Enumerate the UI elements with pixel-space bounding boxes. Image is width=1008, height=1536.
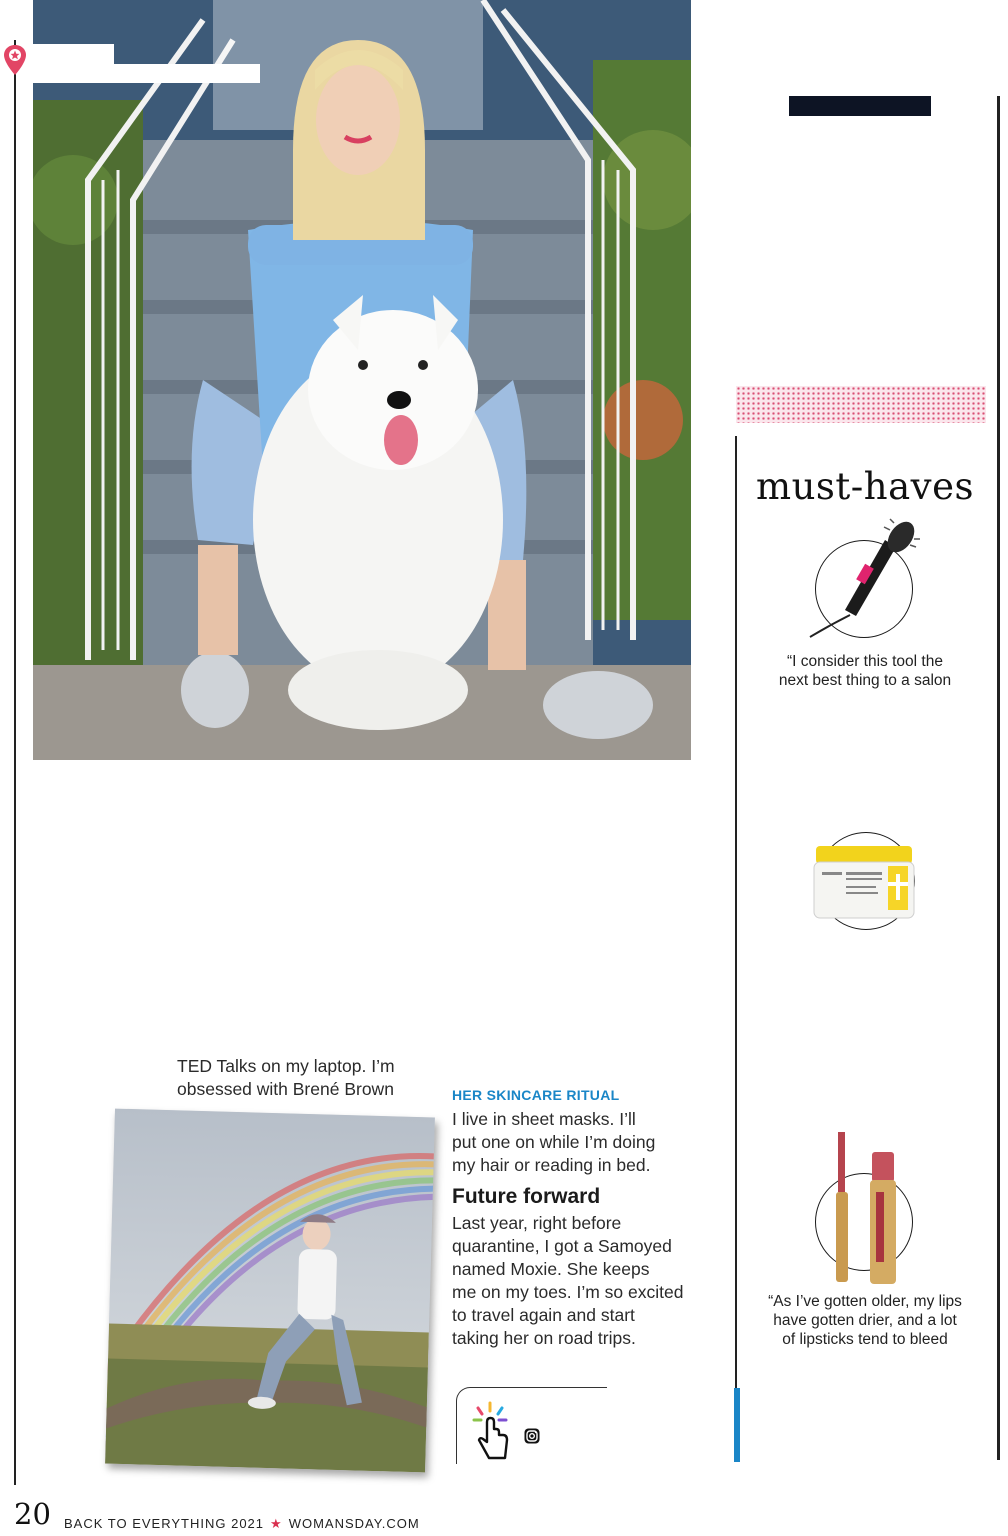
left-margin-rule <box>14 40 16 1485</box>
caption-line: TED Talks on my laptop. I’m <box>177 1056 395 1076</box>
body-line: taking her on road trips. <box>452 1328 636 1348</box>
quote-line: “I consider this tool the <box>787 653 943 670</box>
body-line: put one on while I’m doing <box>452 1132 656 1152</box>
body-line: to travel again and start <box>452 1305 635 1325</box>
header-tab-strip <box>28 64 260 83</box>
body-line: quarantine, I got a Samoyed <box>452 1236 672 1256</box>
product-quote-1 <box>740 652 990 690</box>
body-line: named Moxie. She keeps <box>452 1259 650 1279</box>
section-tag-bar <box>789 96 931 116</box>
dotted-header-band <box>736 386 986 423</box>
caption-line: obsessed with Brené Brown <box>177 1079 394 1099</box>
star-icon: ★ <box>270 1516 283 1531</box>
neck-cream-jar-icon <box>808 840 920 924</box>
quote-line: of lipsticks tend to bleed <box>782 1331 948 1348</box>
instagram-icon[interactable] <box>524 1428 540 1444</box>
rainbow-photo-illustration <box>105 1109 435 1473</box>
quote-line: have gotten drier, and a lot <box>773 1312 957 1329</box>
skincare-label: HER SKINCARE RITUAL <box>452 1087 620 1103</box>
body-line: Last year, right before <box>452 1213 622 1233</box>
rainbow-photo <box>105 1109 435 1473</box>
product-quote-3 <box>740 1292 990 1349</box>
tap-hand-icon[interactable] <box>470 1400 514 1464</box>
skincare-body <box>452 1108 655 1177</box>
page-number: 20 <box>14 1497 51 1531</box>
future-forward-body <box>452 1212 683 1350</box>
hero-photo <box>33 0 691 760</box>
right-margin-rule <box>997 96 1000 1460</box>
header-tab-block <box>28 44 114 64</box>
ted-talks-caption <box>177 1055 437 1101</box>
quote-line: “As I’ve gotten older, my lips <box>768 1293 962 1310</box>
sidebar-accent-bar <box>734 1388 740 1462</box>
hair-dryer-brush-icon <box>790 515 930 645</box>
body-line: I live in sheet masks. I’ll <box>452 1109 636 1129</box>
map-pin-icon <box>3 44 27 76</box>
footer-website[interactable]: WOMANSDAY.COM <box>288 1516 420 1531</box>
body-line: my hair or reading in bed. <box>452 1155 651 1175</box>
sidebar-divider <box>735 436 737 1462</box>
body-line: me on my toes. I’m so excited <box>452 1282 684 1302</box>
quote-line: next best thing to a salon <box>778 672 952 689</box>
footer-issue-title: BACK TO EVERYTHING 2021 <box>64 1516 265 1531</box>
sidebar-title: must-haves <box>756 465 974 508</box>
future-forward-heading: Future forward <box>452 1185 601 1208</box>
lip-gloss-icon <box>830 1132 900 1287</box>
hero-photo-illustration <box>33 0 691 760</box>
footer-credit <box>64 1516 420 1532</box>
